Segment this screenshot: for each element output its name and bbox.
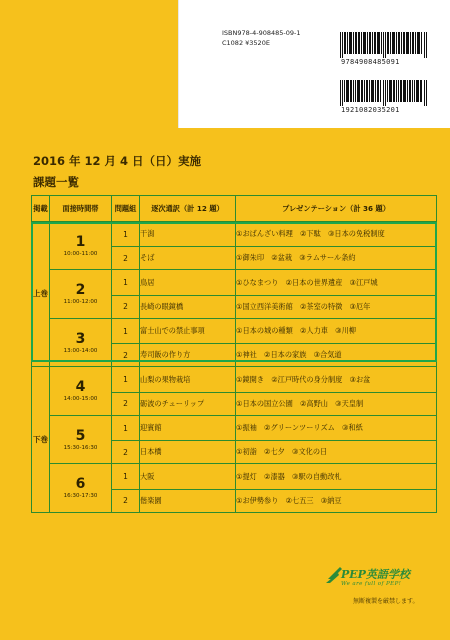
table-row <box>32 222 437 247</box>
interpretation-topic: 寿司飯の作り方 <box>140 344 236 367</box>
group-cell: 1 <box>112 222 140 247</box>
slot-time: 14:00-15:00 <box>63 396 98 403</box>
time-slot-1 <box>50 222 112 270</box>
header-volume: 掲載 <box>32 196 50 222</box>
interpretation-topic: 大阪 <box>140 464 236 489</box>
header-group: 問題組 <box>112 196 140 222</box>
presentation-topics: ①振袖 ②グリーンツーリズム ③和紙 <box>236 415 437 440</box>
header-time-slot: 面接時間帯 <box>50 196 112 222</box>
barcode-2 <box>340 80 428 106</box>
presentation-topics: ①おばんざい料理 ②下駄 ③日本の免税制度 <box>236 222 437 247</box>
presentation-topics: ①御朱印 ②盆栽 ③ラムサール条約 <box>236 247 437 270</box>
presentation-topics: ①鏡開き ②江戸時代の身分制度 ③お盆 <box>236 367 437 392</box>
copyright-notice: 無断複製を厳禁します。 <box>353 598 419 605</box>
topic-table <box>31 195 437 513</box>
interpretation-topic: 山梨の果物栽培 <box>140 367 236 392</box>
barcode-1-digits: 9784908485091 <box>341 58 400 66</box>
table-row <box>32 318 437 343</box>
presentation-topics: ①お伊勢参り ②七五三 ③納豆 <box>236 489 437 512</box>
group-cell: 1 <box>112 318 140 343</box>
group-cell: 2 <box>112 344 140 367</box>
slot-time: 16:30-17:30 <box>63 493 98 500</box>
table-header-row <box>32 196 437 222</box>
group-cell: 1 <box>112 270 140 295</box>
interpretation-topic: 長崎の眼鏡橋 <box>140 295 236 318</box>
group-cell: 2 <box>112 392 140 415</box>
isbn-number: ISBN978-4-908485-09-1 <box>222 29 301 37</box>
group-cell: 2 <box>112 295 140 318</box>
interpretation-topic: 富士山での禁止事項 <box>140 318 236 343</box>
pep-logo-tagline: We are full of PEP! <box>341 581 402 587</box>
barcode-1 <box>340 32 428 58</box>
header-presentation: プレゼンテーション（計 36 題） <box>236 196 437 222</box>
table-row <box>32 464 437 489</box>
volume-upper: 上巻 <box>32 222 50 367</box>
isbn-block <box>222 28 301 48</box>
slot-number: 2 <box>75 282 86 299</box>
table-row <box>32 367 437 392</box>
topic-list-heading: 課題一覧 <box>33 175 79 189</box>
slot-number: 3 <box>75 330 86 347</box>
interpretation-topic: 偕楽園 <box>140 489 236 512</box>
group-cell: 1 <box>112 367 140 392</box>
time-slot-2 <box>50 270 112 318</box>
time-slot-4 <box>50 367 112 415</box>
presentation-topics: ①日本の国立公園 ②高野山 ③天皇制 <box>236 392 437 415</box>
time-slot-3 <box>50 318 112 366</box>
pep-logo-text: PEP英語学校 <box>341 568 410 581</box>
interpretation-topic: 日本橋 <box>140 441 236 464</box>
presentation-topics: ①神社 ②日本の家族 ③合気道 <box>236 344 437 367</box>
slot-number: 4 <box>75 379 86 396</box>
group-cell: 2 <box>112 247 140 270</box>
interpretation-topic: 鳥居 <box>140 270 236 295</box>
presentation-topics: ①国立西洋美術館 ②茶室の特徴 ③厄年 <box>236 295 437 318</box>
slot-number: 5 <box>75 427 86 444</box>
slot-number: 6 <box>75 476 86 493</box>
barcode-panel <box>178 0 450 128</box>
table-row <box>32 270 437 295</box>
presentation-topics: ①日本の城の種類 ②人力車 ③川柳 <box>236 318 437 343</box>
slot-number: 1 <box>75 233 86 250</box>
group-cell: 2 <box>112 489 140 512</box>
slot-time: 13:00-14:00 <box>63 347 98 354</box>
group-cell: 2 <box>112 441 140 464</box>
header-interpretation: 逐次通訳（計 12 題） <box>140 196 236 222</box>
time-slot-5 <box>50 415 112 463</box>
slot-time: 15:30-16:30 <box>63 444 98 451</box>
presentation-topics: ①提灯 ②漆器 ③駅の自動改札 <box>236 464 437 489</box>
interpretation-topic: 干潟 <box>140 222 236 247</box>
interpretation-topic: そば <box>140 247 236 270</box>
slot-time: 11:00-12:00 <box>63 299 98 306</box>
barcode-2-digits: 1921082035201 <box>341 106 400 114</box>
group-cell: 1 <box>112 415 140 440</box>
exam-date-heading: 2016 年 12 月 4 日（日）実施 <box>33 154 202 168</box>
isbn-price-code: C1082 ¥3520E <box>222 39 270 47</box>
table-row <box>32 415 437 440</box>
time-slot-6 <box>50 464 112 513</box>
presentation-topics: ①ひなまつり ②日本の世界遺産 ③江戸城 <box>236 270 437 295</box>
group-cell: 1 <box>112 464 140 489</box>
volume-lower: 下巻 <box>32 367 50 513</box>
interpretation-topic: 砺波のチューリップ <box>140 392 236 415</box>
interpretation-topic: 迎賓館 <box>140 415 236 440</box>
presentation-topics: ①初詣 ②七夕 ③文化の日 <box>236 441 437 464</box>
slot-time: 10:00-11:00 <box>63 250 98 257</box>
